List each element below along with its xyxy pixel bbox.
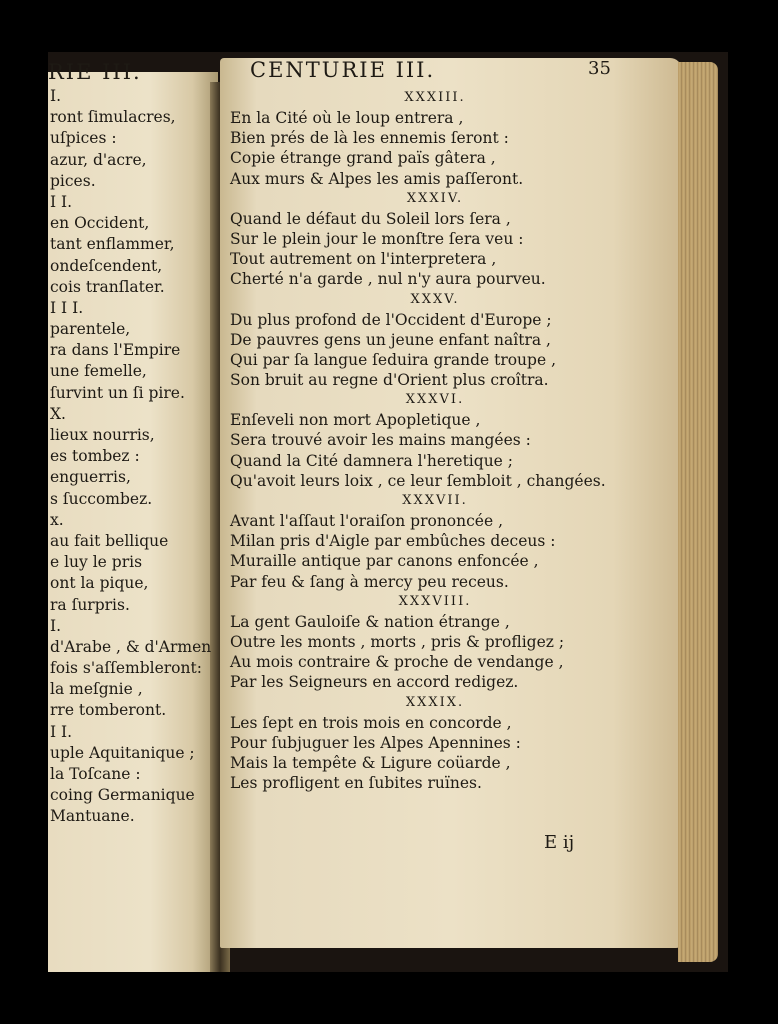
left-page-line: d'Arabe , & d'Armen [50,637,212,656]
left-page-line: x. [50,510,64,529]
left-page-line: en Occident, [50,214,150,233]
left-page-line: I I. [50,192,73,211]
verse-line: Enſeveli non mort Apopletique , [230,411,481,430]
verse-line: Pour ſubjuguer les Alpes Apennines : [230,733,521,752]
page-edges [678,62,718,962]
verse-line: Qui par ſa langue ſeduira grande troupe , [230,350,556,369]
page-header: CENTURIE III. [250,58,436,82]
quatrain-number: XXXV. [410,291,460,307]
verses [230,88,630,793]
quatrain-number: XXXVI. [405,392,465,408]
left-page-line: I. [50,616,62,635]
verse-line: Par feu & ſang à mercy peu receus. [230,572,509,591]
left-page-line: e luy le pris [50,553,143,572]
quatrain-number: XXXVII. [402,493,468,508]
left-page-line: une femelle, [50,362,147,381]
verse-line: Les profligent en ſubites ruïnes. [230,774,482,793]
left-page-line: I. [50,87,62,105]
left-page-line: coing Germanique [50,786,195,805]
quatrain-number: XXXVIII. [398,593,472,609]
quatrain-number: XXXIII. [404,90,466,105]
verse-line: Avant l'aſſaut l'oraiſon prononcée , [230,512,503,530]
verse-line: Copie étrange grand païs gâtera , [230,149,496,168]
verse-line: Par les Seigneurs en accord redigez. [230,673,519,692]
left-page-line: tant enflammer, [50,235,175,254]
left-page-line: uple Aquitanique ; [50,743,195,762]
left-page-line: pices. [50,171,96,190]
left-page-line: ra ſurpris. [50,595,130,614]
left-page-header: RIE III. [48,60,142,84]
left-page-line: rre tomberont. [50,701,167,720]
left-page-line: I I I. [50,298,84,317]
left-page-text [50,86,215,828]
left-page-line: Mantuane. [50,807,135,826]
left-page-line: parentele, [50,320,131,339]
left-page-line: la meſgnie , [50,680,143,699]
left-page-line: es tombez : [50,447,140,466]
left-page-line: X. [50,404,66,423]
left-page-line: ondeſcendent, [50,256,163,275]
verse-line: Bien prés de là les ennemis ſeront : [230,129,509,148]
verse-line: Qu'avoit leurs loix , ce leur ſembloit , changées. [230,471,606,490]
verse-line: Muraille antique par canons enfoncée , [230,552,539,571]
verse-line: Son bruit au regne d'Orient plus croîtra. [230,371,549,390]
left-page-line: ra dans l'Empire [50,341,181,360]
verse-line: Mais la tempête & Ligure coüarde , [230,753,511,772]
verse-line: Outre les monts , morts , pris & profligez ; [230,632,565,651]
verse-line: Sera trouvé avoir les mains mangées : [230,431,531,450]
verse-line: En la Cité où le loup entrera , [230,109,464,127]
verse-line: Du plus profond de l'Occident d'Europe ; [230,310,552,329]
verse-line: De pauvres gens un jeune enfant naîtra , [230,330,551,349]
verse-line: Milan pris d'Aigle par embûches deceus : [230,532,556,551]
verse-line: Au mois contraire & proche de vendange , [230,653,564,672]
left-page-line: ſurvint un ſi pire. [50,383,185,402]
signature-mark: E ij [544,832,575,853]
verse-line: Sur le plein jour le monſtre ſera veu : [230,229,524,248]
quatrain-number: XXXIV. [406,190,464,206]
left-page-line: enguerris, [50,468,131,487]
left-page-line: ont la pique, [50,574,149,593]
left-page-line: s ſuccombez. [50,489,153,508]
left-page-line: cois tranſlater. [50,277,165,296]
left-page-line: la Toſcane : [50,765,141,783]
verse-line: Les ſept en trois mois en concorde , [230,713,512,732]
verse-line: Quand le défaut du Soleil lors ſera , [230,209,511,228]
verse-line: Quand la Cité damnera l'heretique ; [230,451,513,470]
left-page-line: fois s'aſſembleront: [50,659,202,678]
verse-line: La gent Gauloiſe & nation étrange , [230,612,510,631]
left-page-line: uſpices : [50,129,117,148]
left-page-line: au fait bellique [50,531,169,550]
verse-line: Tout autrement on l'interpretera , [230,250,497,269]
quatrain-number: XXXIX. [405,694,465,710]
verse-line: Aux murs & Alpes les amis paſſeront. [230,169,524,188]
left-page-line: azur, d'acre, [50,150,147,169]
page-number: 35 [588,58,611,79]
left-page-line: ront ſimulacres, [50,108,176,127]
left-page-line: lieux nourris, [50,426,155,444]
verse-line: Cherté n'a garde , nul n'y aura pourveu. [230,270,546,289]
left-page-line: I I. [50,722,73,741]
